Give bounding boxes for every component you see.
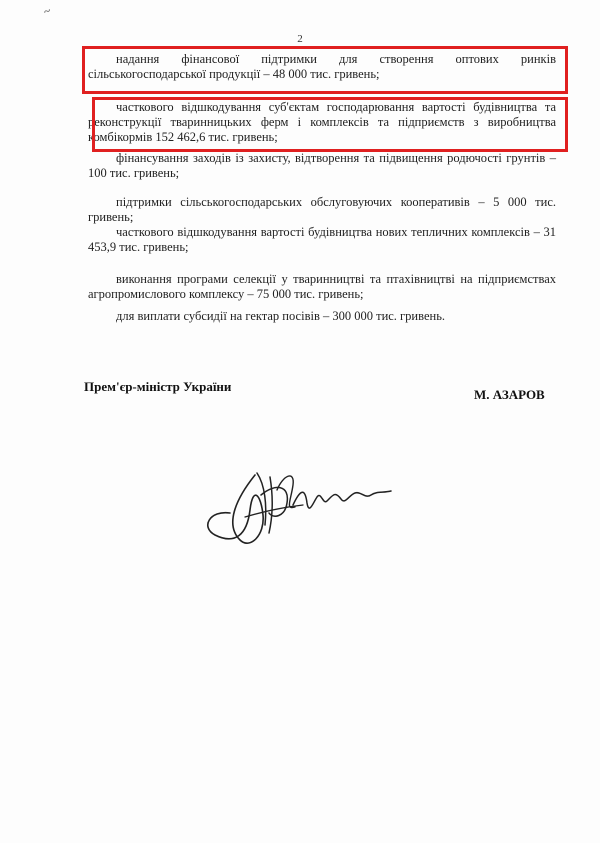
- highlight-box-wholesale: [82, 46, 568, 94]
- paragraph-text: підтримки сільськогосподарських обслуговуючих кооперативів – 5 000 тис. гривень;: [88, 195, 556, 224]
- paragraph-cooperatives: [88, 195, 556, 225]
- paragraph-text: надання фінансової підтримки для створення оптових ринків сільськогосподарської продукції – 48 000 тис. гривень;: [88, 52, 556, 81]
- paragraph-text: часткового відшкодування вартості будівництва нових тепличних комплексів – 31 453,9 тис. гривень;: [88, 225, 556, 254]
- signatory-name: М. АЗАРОВ: [474, 387, 545, 402]
- paragraph-text: часткового відшкодування суб'єктам господарювання вартості будівництва та реконструкції тваринницьких ферм і комплексів та підприємств з виробництва комбікормів 152 462,6 тис. гривень;: [88, 100, 556, 144]
- paragraph-text: для виплати субсидії на гектар посівів – 300 000 тис. гривень.: [116, 309, 446, 323]
- paragraph-greenhouses: [88, 225, 556, 255]
- signatory-title: Прем'єр-міністр України: [84, 379, 232, 394]
- paragraph-text: виконання програми селекції у тваринництві та птахівництві на підприємствах агропромислового комплексу – 75 000 тис. гривень;: [88, 272, 556, 301]
- corner-mark: ~: [41, 3, 53, 19]
- page-number: 2: [297, 33, 303, 45]
- signature-image: [195, 455, 435, 555]
- paragraph-text: фінансування заходів із захисту, відтворення та підвищення родючості грунтів – 100 тис. гривень;: [88, 151, 556, 180]
- paragraph-hectare-subsidy: [88, 309, 556, 324]
- highlight-box-livestock: [92, 97, 568, 152]
- paragraph-selection-program: [88, 272, 556, 302]
- paragraph-soil-fertility: [88, 151, 556, 181]
